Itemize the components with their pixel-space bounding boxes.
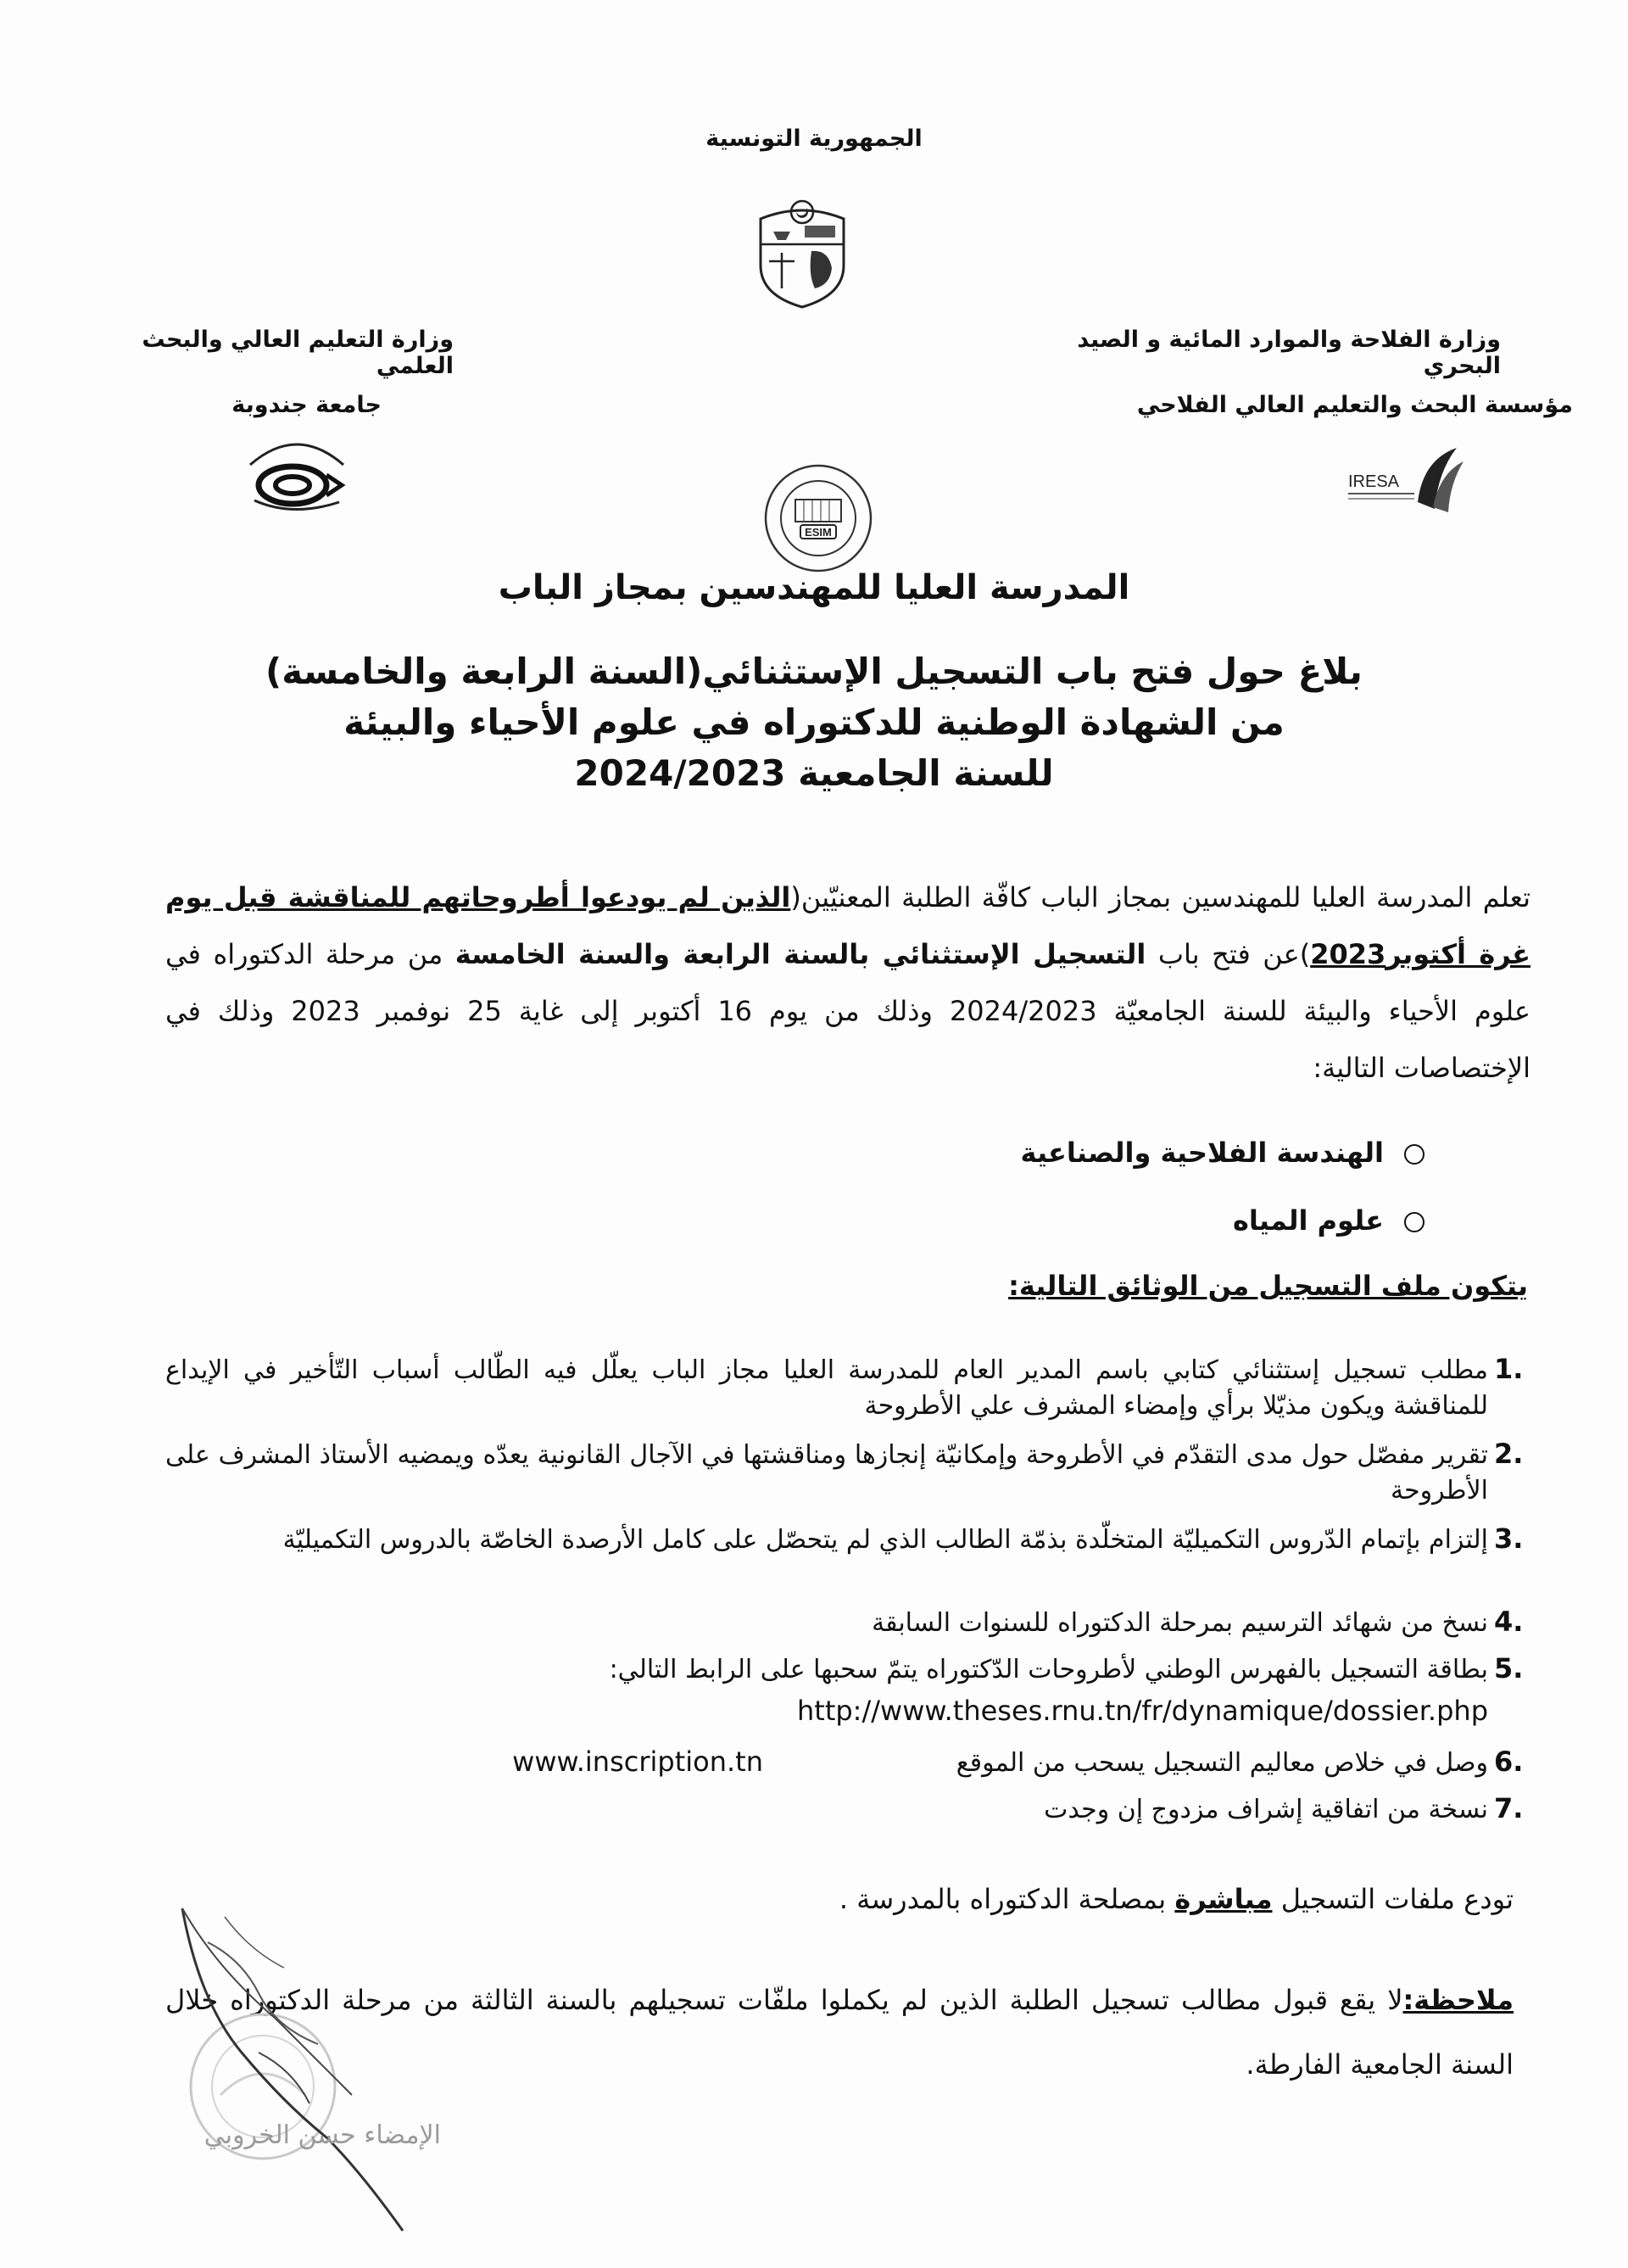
- inscription-link[interactable]: www.inscription.tn: [512, 1746, 763, 1778]
- iresa-logo: [1340, 443, 1467, 519]
- ministry-higher-education: وزارة التعليم العالي والبحث العلمي: [142, 327, 454, 379]
- document-item: بطاقة التسجيل بالفهرس الوطني لأطروحات الدّكتوراه يتمّ سحبها على الرابط التالي:: [609, 1655, 1488, 1684]
- iresa-institution-name: مؤسسة البحث والتعليم العالي الفلاحي: [1136, 392, 1573, 418]
- ministry-agriculture: وزارة الفلاحة والموارد المائية و الصيد البحري: [1077, 327, 1501, 379]
- specialty-item: [678, 1204, 1424, 1237]
- republic-title: الجمهورية التونسية: [705, 126, 923, 152]
- document-item: مطلب تسجيل إستثنائي كتابي باسم المدير العام للمدرسة العليا مجاز الباب يعلّل فيه الطّالب أسباب التّأخير في الإيداع للمناقشة ويكون مذيّلا برأي وإمضاء المشرف علي الأطروحة: [165, 1355, 1488, 1421]
- school-name: المدرسة العليا للمهندسين بمجاز الباب: [498, 568, 1130, 607]
- document-number: 4.: [1494, 1606, 1524, 1638]
- paragraph-part-2: )عن فتح باب: [1146, 938, 1311, 970]
- specialty-label: علوم المياه: [1233, 1204, 1384, 1237]
- university-jendouba-logo: [233, 433, 360, 517]
- document-item: نسخة من اتفاقية إشراف مزدوج إن وجدت: [1044, 1795, 1488, 1824]
- specialty-label: الهندسة الفلاحية والصناعية: [1020, 1137, 1384, 1169]
- title-line-1: بلاغ حول فتح باب التسجيل الإستثنائي(السنة الرابعة والخامسة): [265, 651, 1363, 692]
- document-number: 1.: [1494, 1353, 1524, 1385]
- university-name: جامعة جندوبة: [231, 392, 382, 418]
- specialty-item: [678, 1137, 1424, 1169]
- theses-link[interactable]: http://www.theses.rnu.tn/fr/dynamique/dossier.php: [796, 1695, 1488, 1727]
- title-line-3: للسنة الجامعية 2024/2023: [574, 752, 1054, 794]
- document-item: إلتزام بإتمام الدّروس التكميليّة المتخلّدة بذمّة الطالب الذي لم يتحصّل على كامل الأرصدة الخاصّة بالدروس التكميليّة: [282, 1525, 1488, 1555]
- document-item: تقرير مفصّل حول مدى التقدّم في الأطروحة وإمكانيّة إنجازها ومناقشتها في الآجال القانونية يعدّه ويمضيه الأستاذ المشرف على الأطروحة: [165, 1440, 1488, 1505]
- esim-school-logo: [746, 462, 890, 577]
- deposit-text-before: تودع ملفات التسجيل: [1272, 1883, 1514, 1915]
- deposit-direct-bold: مباشرة: [1174, 1883, 1273, 1915]
- note-label: ملاحظة:: [1402, 1984, 1514, 2016]
- title-line-2: من الشهادة الوطنية للدكتوراه في علوم الأحياء والبيئة: [343, 701, 1285, 743]
- circle-bullet-icon: [1404, 1212, 1424, 1232]
- svg-text:IRESA: IRESA: [1348, 472, 1400, 491]
- tunisia-coat-of-arms: [752, 193, 852, 310]
- document-item: وصل في خلاص معاليم التسجيل يسحب من الموقع: [956, 1748, 1488, 1778]
- signature-name: الإمضاء حسن الخروبي: [204, 2120, 441, 2150]
- document-number: 2.: [1494, 1438, 1524, 1470]
- paragraph-deadline-bold: الذين لم يودعوا أطروحاتهم للمناقشة قبل يوم غرة أكتوبر2023: [165, 881, 1531, 970]
- deposit-text-after: بمصلحة الدكتوراه بالمدرسة .: [839, 1883, 1175, 1915]
- svg-text:ESIM: ESIM: [805, 526, 832, 539]
- document-number: 5.: [1494, 1652, 1524, 1684]
- document-number: 7.: [1494, 1792, 1524, 1824]
- document-item: نسخ من شهائد الترسيم بمرحلة الدكتوراه للسنوات السابقة: [872, 1608, 1488, 1638]
- announcement-title: [0, 646, 1628, 799]
- circle-bullet-icon: [1404, 1144, 1424, 1165]
- document-number: 6.: [1494, 1746, 1524, 1778]
- paragraph-part-1: تعلم المدرسة العليا للمهندسين بمجاز الباب كافّة الطلبة المعنيّين(: [790, 881, 1531, 913]
- handwritten-signature: [148, 1900, 471, 2239]
- documents-heading: يتكون ملف التسجيل من الوثائق التالية:: [1008, 1270, 1528, 1302]
- document-number: 3.: [1494, 1522, 1524, 1555]
- paragraph-registration-bold: التسجيل الإستثنائي بالسنة الرابعة والسنة الخامسة: [454, 938, 1146, 970]
- paragraph-part-3: من مرحلة الدكتوراه في علوم الأحياء والبيئة للسنة الجامعيّة 2024/2023 وذلك من يوم 16 أكتوبر إلى غاية 25 نوفمبر 2023 وذلك في الإختصاصات التالية:: [165, 938, 1531, 1084]
- announcement-paragraph: [165, 869, 1530, 1097]
- note-text: لا يقع قبول مطالب تسجيل الطلبة الذين لم يكملوا ملفّات تسجيلهم بالسنة الثالثة من مرحلة الدكتوراه خلال السنة الجامعية الفارطة.: [165, 1984, 1514, 2081]
